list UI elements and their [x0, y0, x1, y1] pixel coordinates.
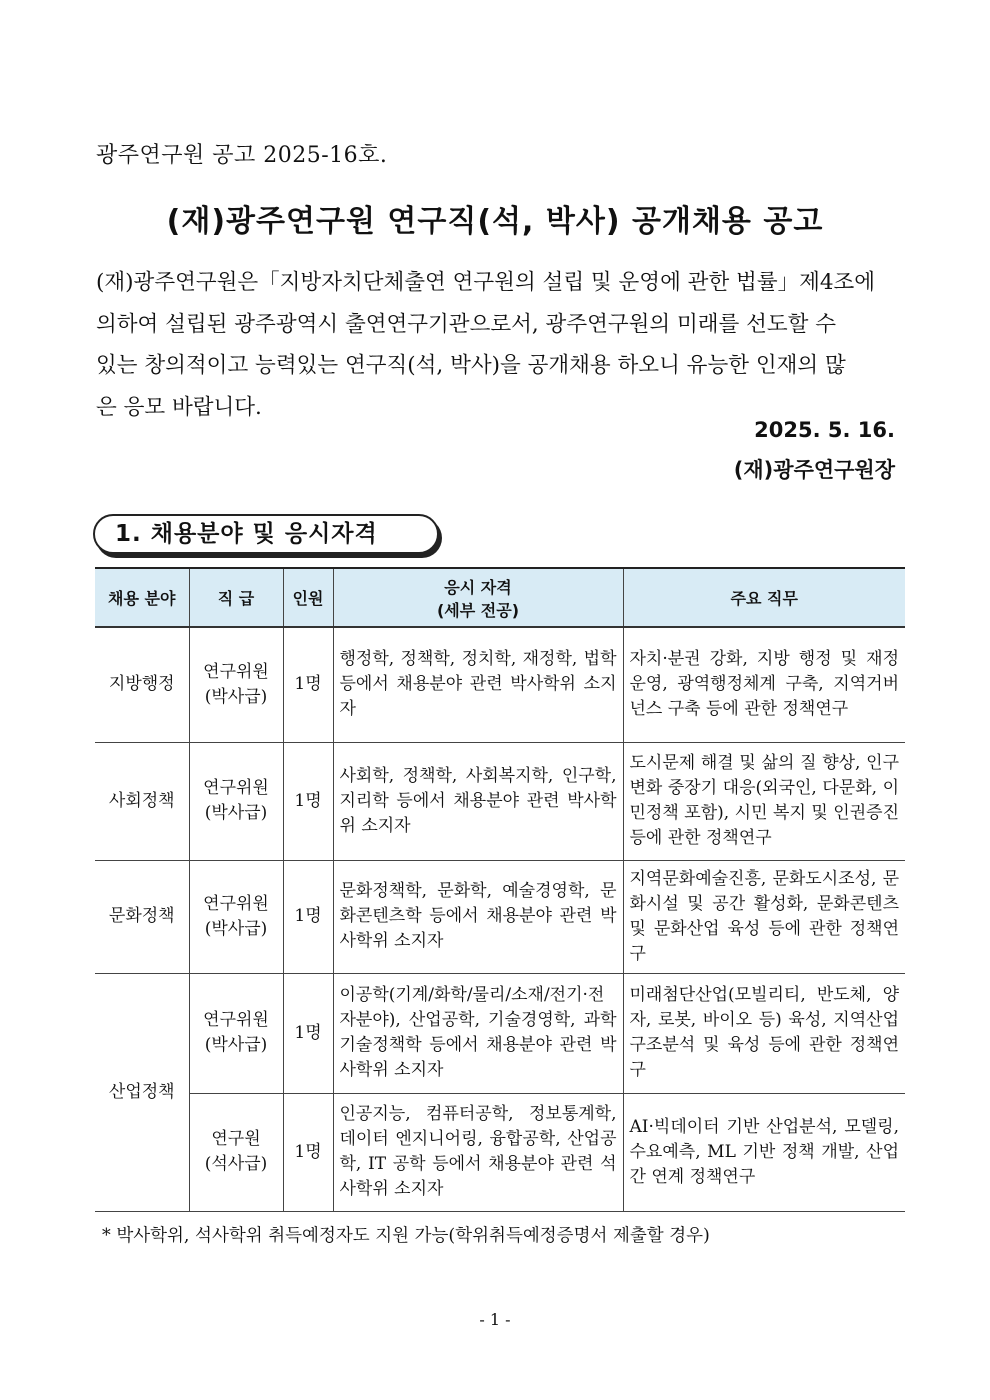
grade-title: 연구위원	[203, 1010, 269, 1030]
qualification-cell: 사회학, 정책학, 사회복지학, 인구학, 지리학 등에서 채용분야 관련 박사학위 소지자	[333, 742, 623, 860]
intro-line: (재)광주연구원은「지방자치단체출연 연구원의 설립 및 운영에 관한 법률」제4조에	[96, 270, 876, 295]
header-field: 채용 분야	[95, 568, 189, 627]
grade-cell	[189, 973, 283, 1093]
table-row	[95, 1093, 905, 1211]
header-grade: 직 급	[189, 568, 283, 627]
intro-line: 있는 창의적이고 능력있는 연구직(석, 박사)을 공개채용 하오니 유능한 인재의 많	[96, 353, 846, 378]
grade-title: 연구위원	[203, 893, 269, 914]
duties-cell: 도시문제 해결 및 삶의 질 향상, 인구변화 중장기 대응(외국인, 다문화, 이민정책 포함), 시민 복지 및 인권증진 등에 관한 정책연구	[623, 742, 905, 860]
grade-level: (석사급)	[204, 1154, 268, 1174]
grade-cell	[189, 1093, 283, 1211]
headcount-cell: 1명	[283, 627, 333, 742]
table-header-row	[95, 568, 905, 627]
header-qualification	[333, 568, 623, 627]
grade-title: 연구원	[211, 1129, 261, 1149]
qualification-cell: 인공지능, 컴퓨터공학, 정보통계학, 데이터 엔지니어링, 융합공학, 산업공학, IT 공학 등에서 채용분야 관련 석사학위 소지자	[333, 1093, 623, 1211]
duties-cell: 미래첨단산업(모빌리티, 반도체, 양자, 로봇, 바이오 등) 육성, 지역산업 구조분석 및 육성 등에 관한 정책연구	[623, 973, 905, 1093]
intro-paragraph	[96, 262, 896, 428]
qualification-cell: 행정학, 정책학, 정치학, 재정학, 법학 등에서 채용분야 관련 박사학위 소지자	[333, 627, 623, 742]
page-number: - 1 -	[479, 1310, 511, 1329]
field-cell: 지방행정	[95, 627, 189, 742]
grade-title: 연구위원	[203, 661, 269, 682]
duties-cell: 지역문화예술진흥, 문화도시조성, 문화시설 및 공간 활성화, 문화콘텐츠 및 문화산업 육성 등에 관한 정책연구	[623, 860, 905, 973]
grade-cell	[189, 627, 283, 742]
footnote: * 박사학위, 석사학위 취득예정자도 지원 가능(학위취득예정증명서 제출할 경우)	[102, 1226, 710, 1246]
table-row	[95, 860, 905, 973]
intro-line: 의하여 설립된 광주광역시 출연연구기관으로서, 광주연구원의 미래를 선도할 수	[96, 311, 837, 337]
grade-cell	[189, 742, 283, 860]
header-qualification-line1: 응시 자격	[444, 577, 512, 597]
headcount-cell: 1명	[283, 973, 333, 1093]
grade-level: (박사급)	[204, 803, 268, 823]
header-qualification-line2: (세부 전공)	[436, 600, 520, 620]
grade-title: 연구위원	[203, 778, 269, 798]
section-title: 1. 채용분야 및 응시자격	[93, 514, 439, 554]
grade-cell	[189, 860, 283, 973]
header-headcount: 인원	[283, 568, 333, 627]
headcount-cell: 1명	[283, 860, 333, 973]
headcount-cell: 1명	[283, 742, 333, 860]
qualification-cell: 이공학(기계/화학/물리/소재/전기·전자분야), 산업공학, 기술경영학, 과학기술정책학 등에서 채용분야 관련 박사학위 소지자	[333, 973, 623, 1093]
intro-line: 은 응모 바랍니다.	[96, 394, 262, 420]
grade-level: (박사급)	[204, 686, 268, 707]
document-title: (재)광주연구원 연구직(석, 박사) 공개채용 공고	[166, 204, 824, 239]
notice-date: 2025. 5. 16.	[754, 418, 895, 442]
qualification-cell: 문화정책학, 문화학, 예술경영학, 문화콘텐츠학 등에서 채용분야 관련 박사학위 소지자	[333, 860, 623, 973]
signer: (재)광주연구원장	[733, 458, 895, 482]
table-row	[95, 627, 905, 742]
headcount-cell: 1명	[283, 1093, 333, 1211]
header-duties: 주요 직무	[623, 568, 905, 627]
grade-level: (박사급)	[204, 918, 268, 939]
table-row	[95, 742, 905, 860]
field-cell: 사회정책	[95, 742, 189, 860]
field-cell: 산업정책	[95, 973, 189, 1211]
table-row	[95, 973, 905, 1093]
notice-number: 광주연구원 공고 2025-16호.	[96, 143, 388, 168]
field-cell: 문화정책	[95, 860, 189, 973]
grade-level: (박사급)	[204, 1035, 268, 1055]
duties-cell: 자치·분권 강화, 지방 행정 및 재정 운영, 광역행정체계 구축, 지역거버넌스 구축 등에 관한 정책연구	[623, 627, 905, 742]
duties-cell: AI·빅데이터 기반 산업분석, 모델링, 수요예측, ML 기반 정책 개발, 산업간 연계 정책연구	[623, 1093, 905, 1211]
recruitment-table	[95, 567, 905, 1212]
